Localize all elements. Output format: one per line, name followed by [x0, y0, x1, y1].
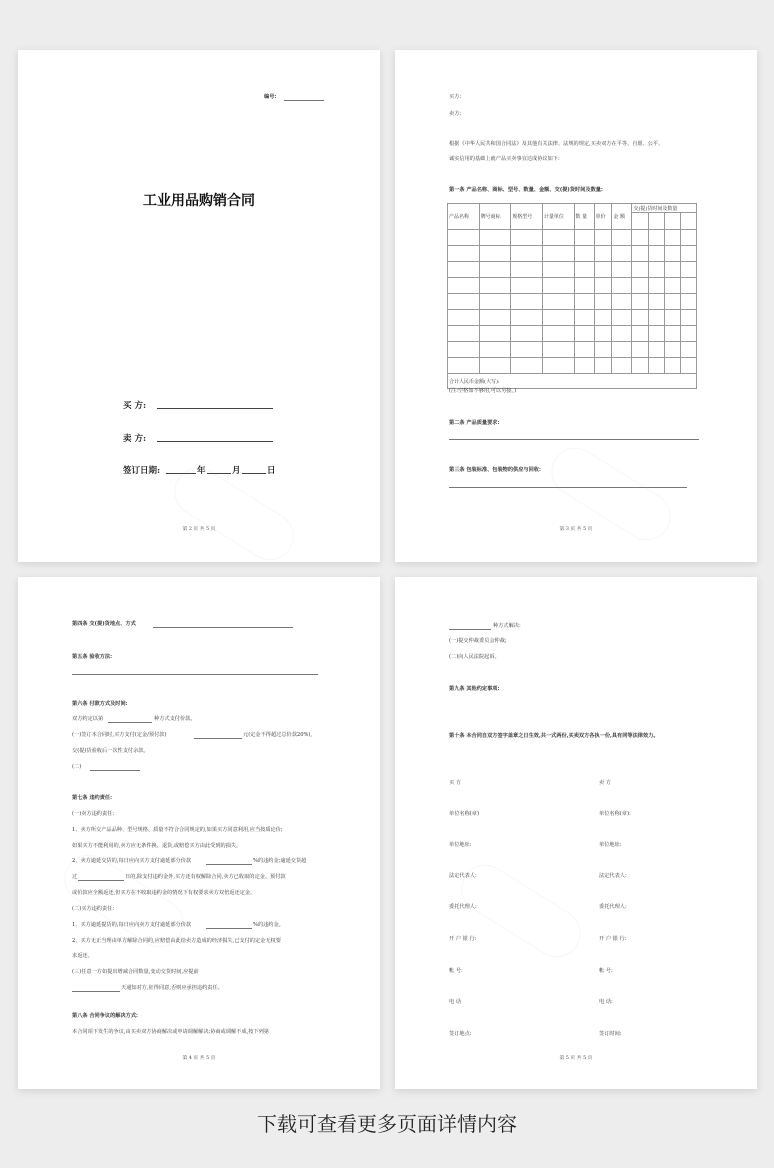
th-delivery: 交(提)货时间及数量: [632, 204, 697, 213]
table-row: [448, 262, 697, 278]
month-label: 月: [232, 466, 241, 476]
article-6-line: 双方约定以第: [72, 716, 104, 722]
fill-line: [206, 864, 252, 865]
page-number: 第 2 页 共 5 页: [182, 527, 216, 532]
signature-field-right: 电 话:: [599, 999, 613, 1005]
article-8-heading: 第八条 合同争议的解决方式:: [72, 1013, 138, 1019]
fill-line: [194, 738, 242, 739]
article-2-heading: 第二条 产品质量要求:: [449, 420, 500, 426]
page-number: 第 3 页 共 5 页: [559, 527, 593, 532]
seller-line: [157, 441, 273, 442]
buyer-line: [157, 408, 273, 409]
article-10-heading: 第十条 本合同自双方签字盖章之日生效,共一式两份,买卖双方各执一份,具有同等法律效力。: [449, 733, 659, 739]
article-8-line: (二)向人民法院起诉。: [449, 654, 500, 660]
table-row: [448, 278, 697, 294]
table-row: [448, 342, 697, 358]
article-6-line: 元(定金不得超过总价款20%),: [243, 732, 313, 738]
th-qty: 数 量: [574, 204, 594, 230]
table-note: (注:空格如不够用,可以另接。): [449, 388, 517, 394]
fill-line: [206, 928, 252, 929]
article-7-line: 1、买方逾延提货的,每日应向卖方支付逾延部分价款: [72, 922, 192, 928]
article-7-heading: 第七条 违约责任:: [72, 795, 113, 801]
seller-line-text: 卖方:: [449, 111, 462, 117]
fill-line: [72, 991, 120, 992]
buyer-label: 买 方:: [123, 401, 147, 411]
signature-field-left: 单位地址:: [449, 842, 472, 848]
day-label: 日: [267, 466, 276, 476]
signature-buyer: 买 方: [449, 780, 462, 786]
article-7-line: 求返还。: [72, 953, 93, 959]
watermark-icon: [542, 439, 679, 550]
article-5-heading: 第五条 验收方法:: [72, 654, 113, 660]
contract-page-3: [395, 50, 757, 562]
table-row: [448, 358, 697, 374]
signature-field-left: 帐 号:: [449, 968, 463, 974]
signature-field-right: 签订时间:: [599, 1031, 622, 1037]
fill-line: [449, 629, 491, 630]
fill-line: [78, 880, 124, 881]
buyer-line-text: 买方:: [449, 94, 462, 100]
signature-field-left: 单位名称(章): [449, 811, 479, 817]
article-7-line: 1、卖方所交产品品种、型号规格、质量不符合合同规定的,如果买方同意利用,应当按质论价;: [72, 827, 283, 833]
article-7-line: (三)任意一方如提出增减合同数量,变动交货时间,应提前: [72, 969, 199, 975]
contract-no-line: [284, 100, 324, 101]
month-line: [207, 473, 231, 474]
article-8-line: (一)提交仲裁委员会仲裁;: [449, 638, 507, 644]
intro-line-1: 根据《中华人民共和国合同法》及其他有关法律、法规的规定,买卖双方在平等、自愿、公平、: [449, 141, 664, 147]
fill-line: [449, 487, 687, 488]
fill-line: [153, 627, 293, 628]
day-line: [242, 473, 266, 474]
download-prompt: 下载可查看更多页面详情内容: [257, 1112, 517, 1136]
th-brand: 牌号商标: [479, 204, 511, 230]
signature-field-right: 单位地址:: [599, 842, 622, 848]
signature-field-right: 开 户 银 行:: [599, 936, 627, 942]
table-cell: [632, 213, 648, 230]
signature-field-right: 法定代表人:: [599, 873, 627, 879]
signature-field-right: 帐 号:: [599, 968, 613, 974]
table-total: 合计人民币金额(大写):: [448, 374, 697, 389]
signature-field-right: 委托代理人:: [599, 904, 627, 910]
article-1-heading: 第一条 产品名称、商标、型号、数量、金额、交(提)货时间及数量:: [449, 187, 603, 193]
table-row: [448, 230, 697, 246]
contract-no-label: 编号:: [264, 94, 277, 100]
article-3-heading: 第三条 包装标准、包装物的供应与回收:: [449, 467, 541, 473]
page-title: 工业用品购销合同: [143, 193, 255, 209]
signature-field-left: 签订地点:: [449, 1031, 472, 1037]
product-table: [447, 203, 697, 389]
article-7-line: %的违约金;逾延交货超: [253, 858, 307, 864]
th-unit: 计量单位: [542, 204, 574, 230]
article-7-line: 或价款应全额返还,但买方在不收取违约金的情况下有权要求卖方双倍返还定金。: [72, 890, 256, 896]
fill-line: [72, 674, 318, 675]
year-label: 年: [197, 466, 206, 476]
th-price: 单价: [594, 204, 612, 230]
th-amount: 金 额: [612, 204, 632, 230]
fill-line: [90, 770, 140, 771]
year-line: [166, 473, 196, 474]
article-7-line: 如果买方不能利用的,卖方应无条件换、退货,或赔偿买方由此受到的损失。: [72, 843, 242, 849]
article-7-line: %的违约金。: [253, 922, 284, 928]
article-7-line: (二)买方违约责任:: [72, 906, 115, 912]
table-row: [448, 246, 697, 262]
th-name: 产品名称: [448, 204, 480, 230]
sign-date-label: 签订日期:: [123, 466, 161, 476]
article-8-line: 种方式解决:: [493, 623, 521, 629]
article-4-heading: 第四条 交(提)货地点、方式: [72, 621, 136, 627]
article-6-line: 种方式支付价款。: [154, 716, 196, 722]
article-8-line: 本合同项下发生的争议,由买卖双方协商解决或申请调解解决;协商或调解不成,按下列第: [72, 1029, 269, 1035]
article-9-heading: 第九条 其他约定事项:: [449, 686, 500, 692]
page-number: 第 5 页 共 5 页: [559, 1056, 593, 1061]
article-6-line: (一)签订本合同时,买方支付(定金/预付款): [72, 732, 167, 738]
table-cell: [680, 213, 696, 230]
contract-page-4: [18, 577, 380, 1089]
signature-seller: 卖 方: [599, 780, 612, 786]
intro-line-2: 诚实信用的基础上就产品买卖事宜达成协议如下:: [449, 156, 560, 162]
fill-line: [108, 722, 152, 723]
fill-line: [449, 439, 699, 440]
article-7-line: 2、买方无正当理由单方解除合同的,应赔偿由此给卖方造成的经济损失,已支付的定金无权要: [72, 938, 281, 944]
table-cell: [664, 213, 680, 230]
article-7-line: 日的,除支付违约金外,买方还有权解除合同,卖方已收取的定金、预付款: [125, 874, 286, 880]
article-7-line: 2、卖方逾延交货的,每日应向买方支付逾延部分价款: [72, 858, 192, 864]
table-row: [448, 310, 697, 326]
article-6-line: 交(提)货验收后一次性支付余款。: [72, 748, 149, 754]
article-7-line: 过: [72, 874, 78, 880]
table-row: [448, 294, 697, 310]
page-number: 第 4 页 共 5 页: [182, 1056, 216, 1061]
article-7-line: (一)卖方违约责任:: [72, 811, 115, 817]
signature-field-left: 开 户 银 行:: [449, 936, 477, 942]
signature-field-right: 单位名称(章):: [599, 811, 631, 817]
th-model: 规格型号: [511, 204, 543, 230]
contract-page-5: [395, 577, 757, 1089]
contract-page-cover: [18, 50, 380, 562]
article-6-line: (二): [72, 764, 82, 770]
seller-label: 卖 方:: [123, 434, 147, 444]
table-cell: [648, 213, 664, 230]
signature-field-left: 电 话: [449, 999, 462, 1005]
signature-field-left: 委托代理人:: [449, 904, 477, 910]
signature-field-left: 法定代表人:: [449, 873, 477, 879]
table-row: [448, 326, 697, 342]
article-7-line: 天通知对方,征得同意,否则应承担违约责任。: [121, 985, 223, 991]
article-6-heading: 第六条 付款方式及时间:: [72, 701, 128, 707]
